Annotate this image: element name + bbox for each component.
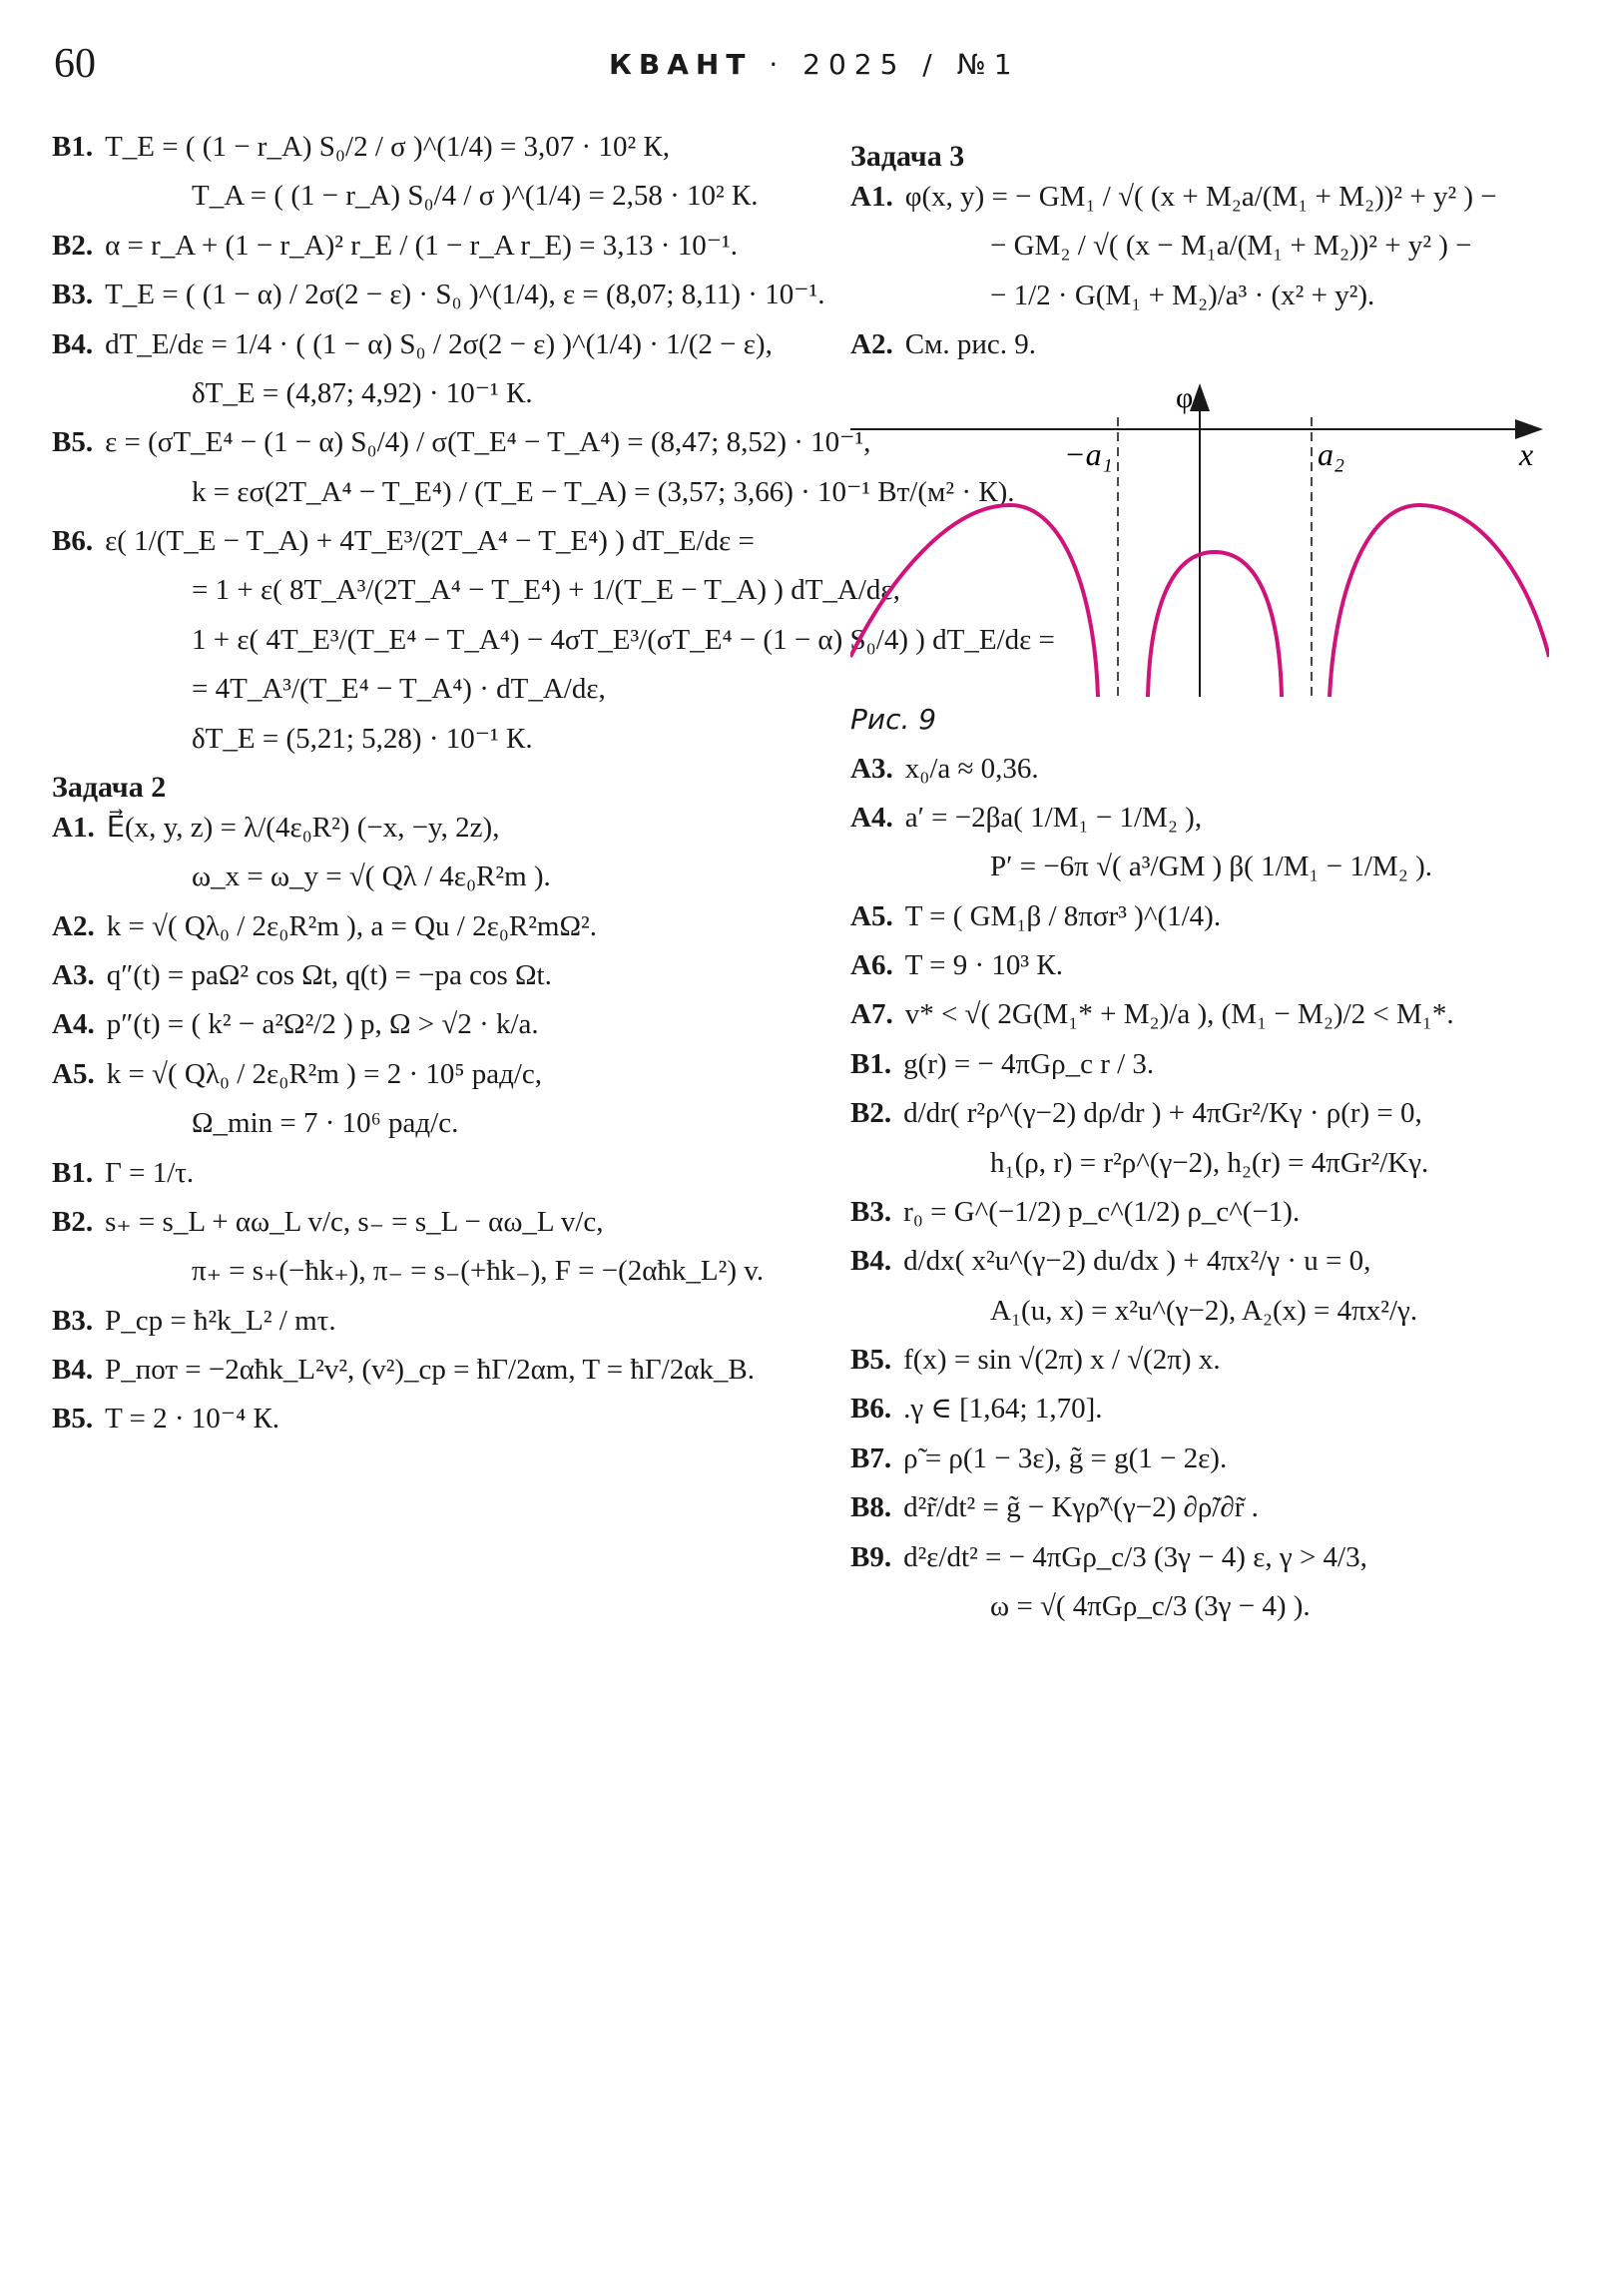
answer-formula: v* < √( 2G(M₁* + M₂)/a ), (M₁ − M₂)/2 < M₁*. <box>904 998 1454 1031</box>
answer-formula: dT_E/dε = 1/4 · ( (1 − α) S₀ / 2σ(2 − ε) )^(1/4) · 1/(2 − ε), <box>105 327 773 360</box>
answer-line <box>52 475 1015 510</box>
answer-formula: − GM₂ / √( (x − M₁a/(M₁ + M₂))² + y² ) − <box>990 230 1472 263</box>
answer-line <box>52 1007 791 1042</box>
answer-formula: p″(t) = ( k² − a²Ω²/2 ) p, Ω > √2 · k/a. <box>106 1008 539 1041</box>
answer-label: B1. <box>850 1047 892 1080</box>
answer-formula: 1 + ε( 4T_E³/(T_E⁴ − T_A⁴) − 4σT_E³/(σT_E⁴ − (1 − α) S₀/4) ) dT_E/dε = <box>192 623 1055 656</box>
answer-line <box>52 278 825 312</box>
answer-formula: ρ̃ = ρ(1 − 3ε), g̃ = g(1 − 2ε). <box>903 1441 1228 1474</box>
answer-line <box>850 279 1569 313</box>
answer-formula: α = r_A + (1 − r_A)² r_E / (1 − r_A r_E) = 3,13 · 10⁻¹. <box>105 229 738 262</box>
answer-formula: Γ = 1/τ. <box>105 1156 195 1189</box>
answer-label: B4. <box>52 327 94 360</box>
issue-label: · 2025 / №1 <box>769 48 1020 81</box>
task3-answers-a <box>850 180 1569 363</box>
task3-heading: Задача 3 <box>850 140 965 173</box>
answer-line <box>850 948 1569 983</box>
answer-label: B3. <box>52 279 94 311</box>
answer-line <box>850 1392 1569 1427</box>
answer-line <box>52 811 791 846</box>
answer-formula: P′ = −6π √( a³/GM ) β( 1/M₁ − 1/M₂ ). <box>990 851 1432 883</box>
task3-answers-b <box>850 752 1569 1625</box>
answer-formula: h₁(ρ, r) = r²ρ^(γ−2), h₂(r) = 4πGr²/Kγ. <box>990 1146 1429 1179</box>
answer-formula: d/dr( r²ρ^(γ−2) dρ/dr ) + 4πGr²/Kγ · ρ(r) = 0, <box>903 1097 1422 1130</box>
answer-line <box>52 179 791 214</box>
answer-line <box>850 752 1569 787</box>
answer-label: B1. <box>52 131 94 163</box>
answer-line <box>52 524 791 559</box>
answer-formula: A₁(u, x) = x²u^(γ−2), A₂(x) = 4πx²/γ. <box>990 1294 1418 1327</box>
answer-line <box>52 909 791 944</box>
answer-formula: ω_x = ω_y = √( Qλ / 4ε₀R²m ). <box>192 861 551 893</box>
answer-label: A4. <box>52 1008 95 1041</box>
task2-heading: Задача 2 <box>52 770 167 804</box>
potential-figure <box>850 377 1549 697</box>
answer-line <box>52 860 791 894</box>
answer-line <box>850 229 1569 264</box>
answer-label: B4. <box>52 1354 94 1386</box>
answer-formula: f(x) = sin √(2π) x / √(2π) x. <box>903 1344 1221 1376</box>
answer-formula: = 4T_A³/(T_E⁴ − T_A⁴) · dT_A/dε, <box>192 673 606 706</box>
answer-line <box>52 573 900 608</box>
answer-label: B3. <box>52 1304 94 1337</box>
answer-formula: x₀/a ≈ 0,36. <box>904 752 1039 785</box>
answer-line <box>52 327 791 362</box>
answer-formula: ε = (σT_E⁴ − (1 − α) S₀/4) / σ(T_E⁴ − T_A⁴) = (8,47; 8,52) · 10⁻¹, <box>105 426 871 459</box>
answer-formula: .γ ∈ [1,64; 1,70]. <box>903 1393 1103 1426</box>
answer-line <box>850 1490 1569 1525</box>
answer-formula: π₊ = s₊(−ħk₊), π₋ = s₋(+ħk₋), F = −(2αħk_L²) v. <box>192 1255 765 1288</box>
answer-line <box>52 1402 791 1436</box>
answer-formula: T_E = ( (1 − α) / 2σ(2 − ε) · S₀ )^(1/4), ε = (8,07; 8,11) · 10⁻¹. <box>105 279 825 311</box>
answer-formula: k = √( Qλ₀ / 2ε₀R²m ), a = Qu / 2ε₀R²mΩ². <box>106 909 597 942</box>
answer-line <box>850 801 1569 836</box>
answer-line <box>850 327 1569 362</box>
answer-line <box>52 1304 791 1339</box>
potential-curve-right <box>1330 505 1549 697</box>
answer-formula: T = ( GM₁β / 8πσr³ )^(1/4). <box>904 899 1222 932</box>
answer-label: B5. <box>850 1344 892 1376</box>
answer-label: A3. <box>850 752 893 785</box>
answer-line <box>52 958 791 993</box>
answer-line <box>52 425 871 460</box>
answer-formula: ε( 1/(T_E − T_A) + 4T_E³/(2T_A⁴ − T_E⁴) ) dT_E/dε = <box>105 525 755 557</box>
answer-line <box>52 1254 791 1289</box>
answer-label: B5. <box>52 1403 94 1435</box>
y-axis-label: φ <box>1176 380 1194 414</box>
answer-label: B2. <box>850 1097 892 1130</box>
answer-line <box>52 1156 791 1191</box>
answer-label: B6. <box>850 1393 892 1426</box>
answer-formula: φ(x, y) = − GM₁ / √( (x + M₂a/(M₁ + M₂))² + y² ) − <box>904 181 1497 213</box>
answer-formula: k = √( Qλ₀ / 2ε₀R²m ) = 2 · 10⁵ рад/с, <box>106 1057 543 1090</box>
running-header <box>609 48 1020 81</box>
answer-label: A7. <box>850 998 893 1031</box>
answer-label: B9. <box>850 1540 892 1573</box>
answer-formula: g(r) = − 4πGρ_c r / 3. <box>903 1047 1155 1080</box>
answer-label: A2. <box>52 909 95 942</box>
answer-formula: q″(t) = paΩ² cos Ωt, q(t) = −pa cos Ωt. <box>106 959 552 991</box>
answer-formula: s₊ = s_L + αω_L v/c, s₋ = s_L − αω_L v/c, <box>105 1205 604 1238</box>
answer-label: B4. <box>850 1245 892 1278</box>
answer-formula: δT_E = (5,21; 5,28) · 10⁻¹ К. <box>192 722 533 755</box>
answer-formula: P_ср = ħ²k_L² / mτ. <box>105 1304 336 1337</box>
answer-line <box>850 850 1569 884</box>
answer-line <box>52 229 791 264</box>
answer-formula: d²r̃/dt² = g̃ − Kγρ̃^(γ−2) ∂ρ̃/∂r̃ . <box>903 1491 1259 1524</box>
answer-label: B2. <box>52 229 94 262</box>
answer-line <box>850 1589 1569 1624</box>
answer-formula: T_A = ( (1 − r_A) S₀/4 / σ )^(1/4) = 2,58 · 10² К. <box>192 180 759 213</box>
answer-line <box>850 1441 1569 1476</box>
answer-line <box>52 672 791 707</box>
answer-line <box>850 899 1569 934</box>
answer-formula: T_E = ( (1 − r_A) S₀/2 / σ )^(1/4) = 3,07 · 10² К, <box>105 131 670 163</box>
answer-label: B6. <box>52 525 94 557</box>
answer-formula: T = 9 · 10³ К. <box>904 949 1063 981</box>
answer-formula: − 1/2 · G(M₁ + M₂)/a³ · (x² + y²). <box>990 279 1375 311</box>
answer-formula: = 1 + ε( 8T_A³/(2T_A⁴ − T_E⁴) + 1/(T_E − T_A) ) dT_A/dε, <box>192 574 900 607</box>
right-mark-label: a₂ <box>1318 435 1345 472</box>
answer-formula: d/dx( x²u^(γ−2) du/dx ) + 4πx²/γ · u = 0, <box>903 1245 1371 1278</box>
answer-label: A1. <box>52 811 95 844</box>
answer-formula: T = 2 · 10⁻⁴ К. <box>105 1403 280 1435</box>
answer-label: B1. <box>52 1156 94 1189</box>
answer-line <box>850 1146 1569 1181</box>
page-number: 60 <box>54 41 96 87</box>
answer-label: B3. <box>850 1195 892 1228</box>
answer-formula: δT_E = (4,87; 4,92) · 10⁻¹ К. <box>192 376 533 409</box>
answer-line <box>850 1047 1569 1082</box>
answer-label: A6. <box>850 949 893 981</box>
answer-line <box>52 1205 791 1240</box>
answer-label: B8. <box>850 1491 892 1524</box>
answer-formula: Ω_min = 7 · 10⁶ рад/с. <box>192 1107 459 1140</box>
left-mark-label: −a₁ <box>1064 435 1113 472</box>
answer-label: A2. <box>850 328 893 361</box>
answer-formula: P_пот = −2αħk_L²v², (v²)_ср = ħΓ/2αm, T = ħΓ/2αk_B. <box>105 1354 755 1386</box>
answer-formula: E⃗(x, y, z) = λ/(4ε₀R²) (−x, −y, 2z), <box>106 811 500 844</box>
answer-line <box>52 376 791 411</box>
answer-label: A3. <box>52 959 95 991</box>
right-column <box>850 130 1569 1638</box>
answer-line <box>850 1096 1569 1131</box>
answer-formula: a′ = −2βa( 1/M₁ − 1/M₂ ), <box>904 801 1203 834</box>
answer-formula: r₀ = G^(−1/2) p_c^(1/2) ρ_c^(−1). <box>903 1195 1301 1228</box>
answer-label: A1. <box>850 181 893 213</box>
answer-line <box>850 180 1569 215</box>
figure-caption: Рис. 9 <box>850 702 937 736</box>
answer-label: A5. <box>52 1057 95 1090</box>
answer-line <box>52 1353 791 1388</box>
answer-label: B7. <box>850 1441 892 1474</box>
answer-line <box>850 997 1569 1032</box>
journal-title: КВАНТ <box>609 48 753 81</box>
answer-formula: d²ε/dt² = − 4πGρ_c/3 (3γ − 4) ε, γ > 4/3, <box>903 1540 1367 1573</box>
answer-line <box>52 623 1055 658</box>
answer-line <box>52 722 791 757</box>
answer-line <box>850 1540 1569 1575</box>
task2-answers <box>52 811 791 1437</box>
potential-curve-middle <box>1148 552 1282 697</box>
answer-line <box>850 1343 1569 1378</box>
answer-formula: См. рис. 9. <box>904 328 1037 361</box>
x-axis-label: x <box>1519 435 1534 472</box>
answer-line <box>52 1106 791 1141</box>
answer-formula: ω = √( 4πGρ_c/3 (3γ − 4) ). <box>990 1589 1311 1622</box>
answer-label: B2. <box>52 1205 94 1238</box>
potential-curve-left <box>850 505 1098 697</box>
answer-label: A5. <box>850 899 893 932</box>
answer-line <box>850 1294 1569 1329</box>
answer-label: B5. <box>52 426 94 459</box>
answer-label: A4. <box>850 801 893 834</box>
answer-line <box>52 1057 791 1092</box>
answer-formula: k = εσ(2T_A⁴ − T_E⁴) / (T_E − T_A) = (3,57; 3,66) · 10⁻¹ Вт/(м² · К). <box>192 475 1015 508</box>
answer-line <box>850 1244 1569 1279</box>
answer-line <box>850 1195 1569 1230</box>
answer-line <box>52 130 791 165</box>
